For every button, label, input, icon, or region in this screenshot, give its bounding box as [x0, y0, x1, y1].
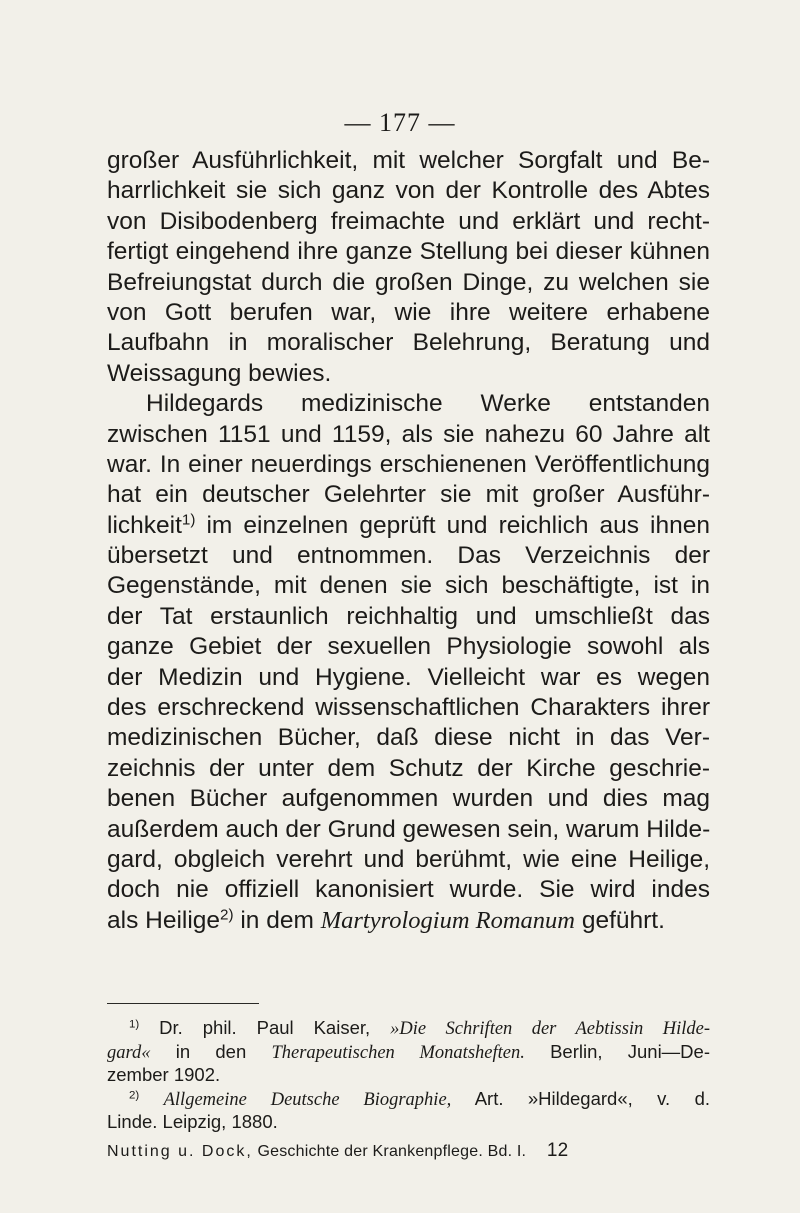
text-line: war. In einer neuerdings erschienenen Veröffentlichung	[107, 450, 710, 478]
text-line: medizinischen Bücher, daß diese nicht in das Ver-	[107, 724, 710, 752]
text-line: von Gott berufen war, wie ihre weitere erhabene	[107, 298, 710, 326]
text-line: fertigt eingehend ihre ganze Stellung bei dieser kühnen	[107, 238, 710, 266]
text-line: benen Bücher aufgenommen wurden und dies mag	[107, 785, 710, 813]
footnote-1-cont	[107, 1040, 710, 1064]
text-line: ganze Gebiet der sexuellen Physiologie sowohl als	[107, 633, 710, 661]
text-line: harrlichkeit sie sich ganz von der Kontrolle des Abtes	[107, 177, 710, 205]
page-number: — 177 —	[344, 108, 456, 137]
text-line: zwischen 1151 und 1159, als sie nahezu 60 Jahre alt	[107, 420, 710, 448]
text-line: des erschreckend wissenschaftlichen Charakters ihrer	[107, 694, 710, 722]
text-line: Hildegards medizinische Werke entstanden	[146, 390, 710, 418]
footnote-ref-1[interactable]: 1)	[181, 511, 196, 529]
signature-title: Geschichte der Krankenpflege. Bd. I.	[257, 1143, 527, 1160]
footnote-text: in den	[175, 1040, 247, 1062]
footnote-2-cont: Linde. Leipzig, 1880.	[107, 1111, 278, 1132]
text-line: der Medizin und Hygiene. Vielleicht war es wegen	[107, 663, 710, 691]
footnote-1	[107, 1016, 710, 1040]
footnote-title: Allgemeine Deutsche Biographie,	[163, 1089, 452, 1110]
footnote-text: Art. »Hildegard«, v. d.	[474, 1087, 711, 1109]
text-line: doch nie offiziell kanonisiert wurde. Sie wird indes	[107, 876, 710, 904]
footnote-2	[107, 1087, 710, 1111]
footnote-marker: 1)	[129, 1018, 140, 1031]
signature-number: 12	[546, 1140, 569, 1161]
text-line: Gegenstände, mit denen sie sich beschäftigte, ist in	[107, 572, 710, 600]
text-line: Laufbahn in moralischer Belehrung, Beratung und	[107, 329, 710, 357]
italic-title: Martyrologium Romanum	[320, 906, 576, 934]
footnote-journal: Therapeutischen Monatsheften.	[271, 1042, 525, 1063]
text-line: übersetzt und entnommen. Das Verzeichnis der	[107, 542, 710, 570]
text-line: Weissagung bewies.	[107, 359, 332, 387]
text-fragment: lichkeit	[107, 511, 182, 539]
text-fragment: geführt.	[581, 906, 665, 934]
footnote-title: »Die Schriften der Aebtissin Hilde-	[390, 1019, 711, 1039]
footnote-marker: 2)	[129, 1089, 140, 1102]
text-line: zeichnis der unter dem Schutz der Kirche geschrie-	[107, 754, 710, 782]
text-line: von Disibodenberg freimachte und erklärt und recht-	[107, 207, 710, 235]
text-line: Befreiungstat durch die großen Dinge, zu welchen sie	[107, 268, 710, 296]
text-line: hat ein deutscher Gelehrter sie mit großer Ausführ-	[107, 481, 710, 509]
text-fragment: im einzelnen geprüft und reichlich aus ihnen	[206, 511, 710, 539]
footnote-ref-2[interactable]: 2)	[220, 906, 234, 924]
footnote-text: Berlin, Juni—De-	[550, 1040, 710, 1062]
text-line: der Tat erstaunlich reichhaltig und umschließt das	[107, 602, 710, 630]
text-line	[107, 511, 710, 541]
printer-signature	[107, 1140, 597, 1162]
text-line: großer Ausführlichkeit, mit welcher Sorgfalt und Be-	[107, 147, 710, 174]
footnote-title: gard«	[107, 1042, 151, 1063]
footnote-text: Dr. phil. Paul Kaiser,	[159, 1017, 371, 1038]
footnote-1-cont: zember 1902.	[107, 1064, 221, 1085]
text-line: außerdem auch der Grund gewesen sein, warum Hilde-	[107, 815, 711, 843]
footnote-divider	[107, 1003, 259, 1004]
text-line	[107, 906, 710, 936]
body-text	[107, 146, 710, 936]
text-fragment: in dem	[240, 906, 314, 934]
signature-authors: Nutting u. Dock,	[107, 1143, 253, 1160]
footnotes	[107, 1016, 710, 1134]
text-fragment: als Heilige	[107, 906, 221, 934]
text-line: gard, obgleich verehrt und berühmt, wie eine Heilige,	[107, 845, 710, 873]
